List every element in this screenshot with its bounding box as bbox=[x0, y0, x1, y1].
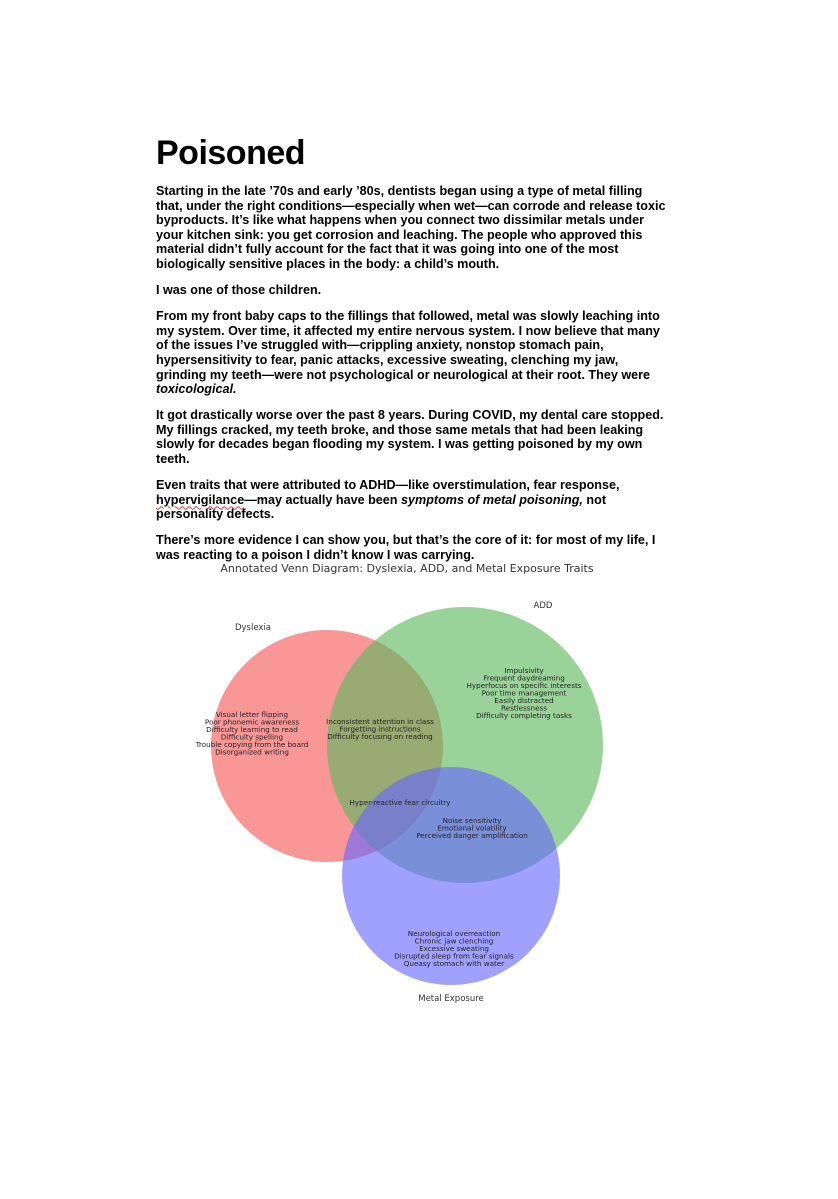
paragraph-5 bbox=[156, 478, 671, 522]
trait-text: Queasy stomach with water bbox=[403, 959, 505, 968]
venn-diagram bbox=[190, 555, 630, 1015]
trait-text: Trouble copying from the board bbox=[195, 740, 309, 749]
trait-text: Disrupted sleep from fear signals bbox=[394, 951, 514, 961]
trait-text: Difficulty spelling bbox=[220, 732, 284, 742]
page-title: Poisoned bbox=[156, 134, 306, 172]
paragraph-2: I was one of those children. bbox=[156, 283, 322, 298]
paragraph-1: Starting in the late ’70s and early ’80s, dentists began using a type of metal filling that, under the right conditions—especially when wet—can corrode and release toxic byproducts. It’s like what happens when you connect two dissimilar metals under your kitchen sink: you get corrosion and leaching. The people who approved this material didn’t fully account for the fact that it was going into one of the most biologically sensitive places in the body: a child’s mouth. bbox=[156, 184, 666, 271]
paragraph-3-text: From my front baby caps to the fillings that followed, metal was slowly leaching into my system. Over time, it affected my entire nervous system. I now believe that many of the issues I’ve struggled with—crippling anxiety, nonstop stomach pain, hypersensitivity to fear, panic attacks, excessive sweating, clenching my jaw, grinding my teeth—were not psychological or neurological at their root. They were bbox=[156, 309, 660, 382]
article-body bbox=[156, 184, 671, 574]
paragraph-5-text-b: —may actually have been bbox=[244, 492, 401, 507]
venn-label-metal-exposure: Metal Exposure bbox=[418, 994, 484, 1004]
paragraph-5-emphasis: symptoms of metal poisoning, bbox=[401, 492, 583, 507]
trait-text: Poor time management bbox=[481, 688, 567, 698]
trait-text: Hyperfocus on specific interests bbox=[466, 681, 582, 690]
trait-text: Forgetting instructions bbox=[339, 724, 421, 734]
paragraph-4: It got drastically worse over the past 8 years. During COVID, my dental care stopped. My fillings cracked, my teeth broke, and those same metals that had been leaking slowly for decades began flooding my system. I was getting poisoned by my own teeth. bbox=[156, 408, 664, 466]
venn-title: Annotated Venn Diagram: Dyslexia, ADD, and Metal Exposure Traits bbox=[220, 562, 594, 575]
trait-text: Restlessness bbox=[500, 703, 548, 713]
trait-text: Difficulty focusing on reading bbox=[327, 732, 433, 741]
trait-text: Hyper-reactive fear circuitry bbox=[349, 798, 451, 807]
trait-text: Difficulty learning to read bbox=[206, 725, 298, 734]
venn-label-add: ADD bbox=[533, 601, 553, 611]
paragraph-6: There’s more evidence I can show you, but that’s the core of it: for most of my life, I was reacting to a poison I didn’t know I was carrying. bbox=[156, 533, 656, 562]
paragraph-3 bbox=[156, 309, 671, 397]
trait-text: Frequent daydreaming bbox=[483, 673, 565, 683]
paragraph-3-emphasis: toxicological. bbox=[156, 382, 237, 397]
paragraph-5-text-a: Even traits that were attributed to ADHD—like overstimulation, fear response, bbox=[156, 478, 620, 493]
trait-text: Chronic jaw clenching bbox=[414, 936, 494, 946]
trait-text: Poor phonemic awareness bbox=[204, 717, 300, 727]
trait-text: Easily distracted bbox=[494, 696, 554, 705]
trait-text: Difficulty completing tasks bbox=[476, 711, 572, 720]
trait-text: Disorganized writing bbox=[215, 747, 289, 757]
trait-text: Impulsivity bbox=[504, 666, 544, 675]
trait-text: Emotional volatility bbox=[437, 823, 507, 833]
trait-text: Visual letter flipping bbox=[215, 710, 289, 719]
spellcheck-underlined-word: hypervigilance bbox=[156, 492, 245, 507]
trait-text: Perceived danger amplification bbox=[416, 831, 528, 840]
paragraph-5-text-c: not personality defects. bbox=[156, 492, 607, 522]
venn-label-dyslexia: Dyslexia bbox=[234, 623, 272, 633]
trait-text: Noise sensitivity bbox=[442, 816, 502, 825]
trait-text: Neurological overreaction bbox=[407, 929, 501, 938]
trait-text: Inconsistent attention in class bbox=[326, 717, 434, 726]
trait-text: Excessive sweating bbox=[419, 944, 489, 953]
